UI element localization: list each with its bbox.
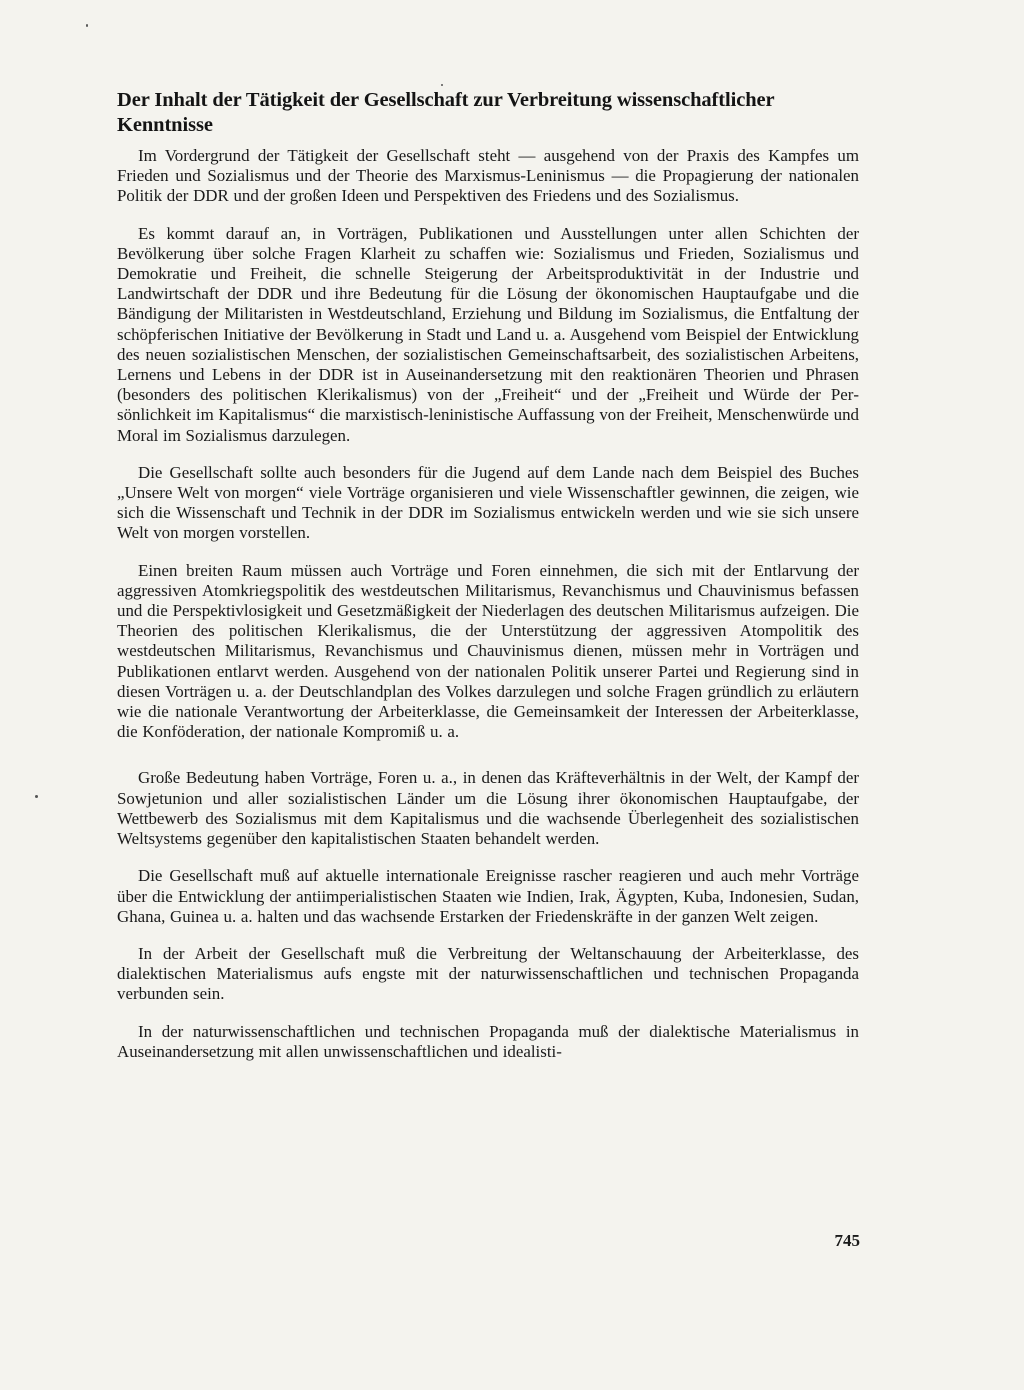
scan-speck	[441, 84, 443, 86]
paragraph-5: Große Bedeutung haben Vorträge, Foren u. a., in denen das Kräfteverhältnis in der Welt, der Kampf der Sowjetunion und aller sozialistischen Länder um die Lösung ihrer ökonomischen Hauptaufgabe, der Wettbewerb des Sozialismus mit dem Kapitalismus und die wachsende Überlegenheit des sozialistischen Weltsystems gegenüber den kapitalistischen Staaten behandelt werden.	[117, 768, 859, 849]
section-heading: Der Inhalt der Tätigkeit der Gesellschaft zur Verbreitung wissenschaftlicher Kenntnisse	[117, 89, 775, 136]
paragraph-6: Die Gesellschaft muß auf aktuelle internationale Ereignisse rascher reagieren und auch mehr Vorträge über die Entwicklung der antiimperialistischen Staaten wie Indien, Irak, Ägypten, Kuba, Indonesien, Sudan, Ghana, Guinea u. a. halten und das wachsende Erstarken der Friedenskräfte in der ganzen Welt zeigen.	[117, 866, 859, 926]
paragraph-7: In der Arbeit der Gesellschaft muß die Verbreitung der Weltanschauung der Arbeiterklasse, des dialektischen Materialismus aufs engste mit der naturwissenschaftlichen und technischen Propaganda verbunden sein.	[117, 943, 859, 1004]
paragraph-8: In der naturwissenschaftlichen und technischen Propaganda muß der dialektische Materialismus in Auseinandersetzung mit allen unwissenschaftlichen und idealisti-	[117, 1021, 859, 1061]
paragraph-4: Einen breiten Raum müssen auch Vorträge und Foren einnehmen, die sich mit der Entlarvung der aggressiven Atomkriegspolitik des westdeutschen Militarismus, Revanchismus und Chauvinismus befassen und die Perspektivlosigkeit und Gesetzmäßigkeit der Niederlagen des deutschen Militarismus aufzeigen. Die Theorien des politischen Klerikalismus, die der Unterstützung der aggressiven Atompolitik des westdeutschen Militarismus, Revanchismus und Chauvinismus dienen, müssen mehr in Vorträgen und Publikationen entlarvt werden. Ausgehend von der nationalen Politik unserer Partei und Regierung sind in diesen Vorträgen u. a. der Deutschlandplan des Volkes darzulegen und solche Fragen gründlich zu erläutern wie die nationale Verantwortung der Arbeiterklasse, die Gemeinsamkeit der Interessen der Arbeiterklasse, die Konföderation, der nationale Kompromiß u. a.	[117, 560, 859, 742]
page-number: 745	[834, 1231, 860, 1250]
paragraph-1: Im Vordergrund der Tätigkeit der Gesellschaft steht — ausgehend von der Praxis des Kampfes um Frieden und Sozialismus und der Theorie des Marxismus-Leninismus — die Propagierung der nationalen Politik der DDR und der großen Ideen und Perspektiven des Friedens und des Sozialismus.	[117, 146, 859, 206]
paragraph-3: Die Gesellschaft sollte auch besonders für die Jugend auf dem Lande nach dem Beispiel des Buches „Unsere Welt von morgen“ viele Vorträge organisieren und viele Wissenschaftler gewinnen, die zeigen, wie sich die Wissenschaft und Technik in der DDR im Sozialismus entwickeln werden und wie sie sich unsere Welt von morgen vorstellen.	[117, 462, 859, 543]
paragraph-2: Es kommt darauf an, in Vorträgen, Publikationen und Ausstellungen unter allen Schichten der Bevölkerung über solche Fragen Klarheit zu schaffen wie: Sozialismus und Frieden, Sozialismus und Demokratie und Freiheit, die schnelle Steigerung der Arbeitsproduktivität in der Industrie und Landwirtschaft der DDR und ihre Bedeutung für die Lösung der ökonomischen Hauptaufgabe und die Bändigung der Militaristen in Westdeutschland, Erziehung und Bildung im Sozialismus, die Entfaltung der schöpferischen Initiative der Bevölkerung in Stadt und Land u. a. Ausgehend vom Beispiel der Entwicklung des neuen sozialistischen Menschen, der sozialistischen Gemeinschaftsarbeit, des sozialistischen Arbeitens, Lernens und Lebens in der DDR ist in Auseinandersetzung mit den reaktionären Theorien und Phrasen (besonders des politischen Klerikalismus) von der „Freiheit“ und der „Freiheit und Würde der Persönlichkeit im Kapitalismus“ die marxistisch-leninistische Auffassung von der Freiheit, Menschenwürde und Moral im Sozialismus darzulegen.	[117, 223, 859, 445]
scan-speck	[86, 24, 88, 27]
scan-speck	[35, 795, 38, 798]
document-page	[117, 88, 859, 1368]
